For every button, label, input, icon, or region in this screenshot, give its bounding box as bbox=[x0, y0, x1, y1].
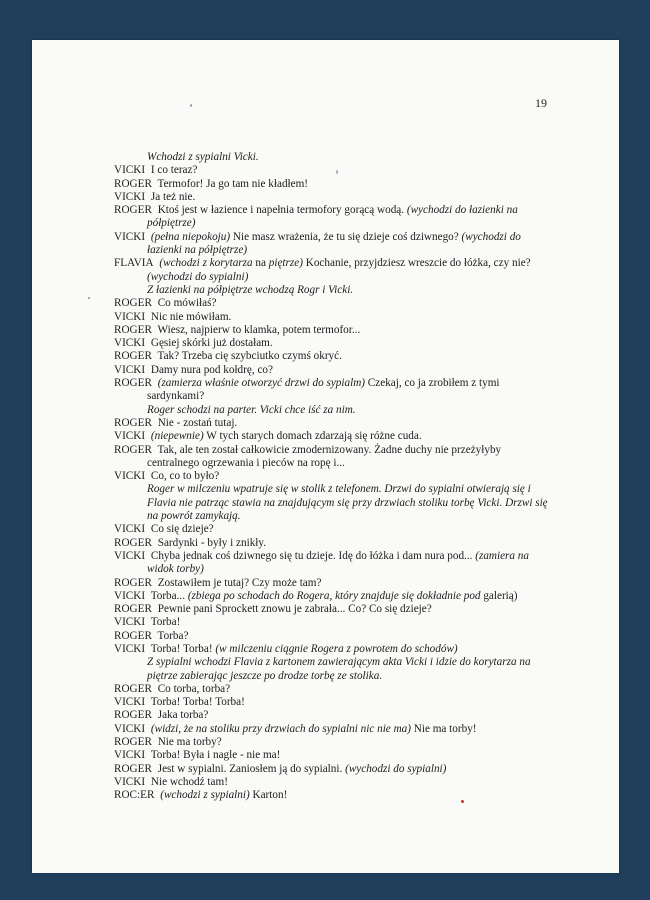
dialogue-text: Torba! Torba! bbox=[150, 642, 213, 655]
speaker-name: VICKI bbox=[114, 164, 146, 177]
dialogue-line bbox=[114, 191, 554, 204]
inline-direction: (zbiega po schodach do Rogera, który znajduje się dokładnie pod bbox=[187, 589, 481, 602]
speaker-name: ROGER bbox=[114, 762, 152, 775]
dialogue-text: Co torba, torba? bbox=[157, 682, 231, 695]
speaker-name: VICKI bbox=[114, 523, 146, 536]
dialogue-line bbox=[114, 324, 554, 337]
dialogue-text: galerią) bbox=[483, 589, 518, 602]
script-text bbox=[114, 151, 554, 803]
inline-direction: piętrze) bbox=[268, 257, 303, 270]
speaker-name: ROGER bbox=[114, 682, 152, 695]
inline-direction: (wchodzi z sypialni) bbox=[160, 789, 250, 802]
dialogue-line bbox=[114, 430, 554, 443]
dialogue-text: Karton! bbox=[252, 789, 288, 802]
dialogue-line bbox=[114, 377, 554, 404]
speaker-name: FLAVIA bbox=[114, 257, 154, 270]
dialogue-text: Damy nura pod kołdrę, co? bbox=[150, 363, 273, 376]
dialogue-line bbox=[114, 630, 554, 643]
speaker-name: VICKI bbox=[114, 696, 146, 709]
stage-direction-text: Roger schodzi na parter. Vicki chce iść za nim. bbox=[147, 403, 356, 416]
dialogue-line bbox=[114, 550, 554, 577]
dialogue-line bbox=[114, 723, 554, 736]
dialogue-line bbox=[114, 231, 554, 258]
dialogue-text: Tak, ale ten został całkowicie zmodernizowany. Żadne duchy nie przeżyłyby centralnego ogrzewania i pieców na ropę i... bbox=[147, 443, 502, 469]
speaker-name: ROC:ER bbox=[114, 789, 155, 802]
dialogue-line bbox=[114, 643, 554, 656]
inline-direction: (widzi, że na stoliku przy drzwiach do sypialni nic nie ma) bbox=[150, 722, 411, 735]
dust-speck bbox=[190, 104, 192, 107]
red-speck bbox=[461, 800, 464, 803]
dialogue-text: Co, co to było? bbox=[150, 470, 220, 483]
inline-direction: (wychodzi do sypialni) bbox=[345, 762, 447, 775]
dialogue-text: Co się dzieje? bbox=[150, 523, 214, 536]
inline-direction: (pełna niepokoju) bbox=[150, 230, 231, 243]
speaker-name: VICKI bbox=[114, 616, 146, 629]
speaker-name: ROGER bbox=[114, 536, 152, 549]
dialogue-line bbox=[114, 736, 554, 749]
dialogue-line bbox=[114, 683, 554, 696]
dialogue-text: I co teraz? bbox=[150, 164, 198, 177]
stage-direction-text: Roger w milczeniu wpatruje się w stolik z telefonem. Drzwi do sypialni otwierają się i Flavia nie patrząc stawia na znajdującym się przy drzwiach stoliku torbę Vicki. Drzwi się na powrót zamykają. bbox=[147, 483, 548, 523]
dialogue-text: Czekaj, co ja zrobiłem z tymi sardynkami? bbox=[147, 377, 500, 403]
dialogue-text: Ktoś jest w łazience i napełnia termofory gorącą wodą. bbox=[157, 204, 405, 217]
dialogue-line bbox=[114, 257, 554, 270]
stage-direction bbox=[114, 483, 554, 523]
inline-direction: (niepewnie) bbox=[150, 430, 204, 443]
dialogue-line bbox=[114, 297, 554, 310]
speaker-name: ROGER bbox=[114, 377, 152, 390]
dialogue-line bbox=[114, 311, 554, 324]
speaker-name: ROGER bbox=[114, 204, 152, 217]
speaker-name: ROGER bbox=[114, 736, 152, 749]
dialogue-line bbox=[114, 364, 554, 377]
dialogue-text: Nie wchodź tam! bbox=[150, 775, 228, 788]
dialogue-line bbox=[114, 590, 554, 603]
dialogue-text: Jaka torba? bbox=[157, 709, 209, 722]
dialogue-text: Nic nie mówiłam. bbox=[150, 310, 232, 323]
stage-direction bbox=[114, 271, 554, 284]
dialogue-text: Ja też nie. bbox=[150, 190, 196, 203]
stage-direction-text: Z sypialni wchodzi Flavia z kartonem zawierającym akta Vicki i idzie do korytarza na piętrze zabierając jeszcze po drodze torbę ze stolika. bbox=[147, 656, 531, 682]
dialogue-line bbox=[114, 350, 554, 363]
speaker-name: VICKI bbox=[114, 337, 146, 350]
dialogue-text: Jest w sypialni. Zaniosłem ją do sypialni. bbox=[157, 762, 343, 775]
speaker-name: ROGER bbox=[114, 416, 152, 429]
speaker-name: ROGER bbox=[114, 709, 152, 722]
dialogue-line bbox=[114, 337, 554, 350]
speaker-name: ROGER bbox=[114, 629, 152, 642]
dialogue-text: Nie - zostań tutaj. bbox=[157, 416, 238, 429]
speaker-name: ROGER bbox=[114, 603, 152, 616]
dialogue-text: Co mówiłaś? bbox=[157, 297, 217, 310]
dialogue-text: Torba! bbox=[150, 616, 181, 629]
dialogue-text: Chyba jednak coś dziwnego się tu dzieje. Idę do łóżka i dam nura pod... bbox=[150, 549, 473, 562]
speaker-name: ROGER bbox=[114, 576, 152, 589]
speaker-name: VICKI bbox=[114, 549, 146, 562]
dialogue-text: Sardynki - były i znikły. bbox=[157, 536, 267, 549]
stage-direction-text: (wychodzi do sypialni) bbox=[147, 270, 249, 283]
dialogue-text: na bbox=[255, 257, 266, 270]
inline-direction: (w milczeniu ciągnie Rogera z powrotem do schodów) bbox=[215, 642, 458, 655]
speaker-name: ROGER bbox=[114, 350, 152, 363]
stage-direction bbox=[114, 284, 554, 297]
speaker-name: ROGER bbox=[114, 297, 152, 310]
stage-direction bbox=[114, 656, 554, 683]
dust-speck bbox=[336, 170, 338, 174]
dialogue-line bbox=[114, 470, 554, 483]
inline-direction: (wychodzi do łazienki na półpiętrze) bbox=[147, 230, 521, 257]
dialogue-text: Nie masz wrażenia, że tu się dzieje coś dziwnego? bbox=[232, 230, 459, 243]
dialogue-line bbox=[114, 789, 554, 802]
dialogue-line bbox=[114, 776, 554, 789]
dialogue-text: Nie ma torby! bbox=[413, 722, 477, 735]
speaker-name: VICKI bbox=[114, 589, 146, 602]
dialogue-text: Torba... bbox=[150, 589, 186, 602]
inline-direction: (zamierza właśnie otworzyć drzwi do sypialm) bbox=[157, 377, 365, 390]
dialogue-line bbox=[114, 204, 554, 231]
dialogue-text: Nie ma torby? bbox=[157, 736, 222, 749]
speaker-name: VICKI bbox=[114, 470, 146, 483]
speaker-name: VICKI bbox=[114, 430, 146, 443]
inline-direction: (zamiera na widok torby) bbox=[147, 549, 529, 576]
stage-direction bbox=[114, 404, 554, 417]
dialogue-line bbox=[114, 763, 554, 776]
dialogue-line bbox=[114, 616, 554, 629]
dialogue-text: Wiesz, najpierw to klamka, potem termofor... bbox=[157, 323, 361, 336]
dialogue-line bbox=[114, 696, 554, 709]
dialogue-text: Torba! Torba! Torba! bbox=[150, 696, 245, 709]
dialogue-text: Torba! Była i nagle - nie ma! bbox=[150, 749, 281, 762]
inline-direction: (wychodzi do łazienki na półpiętrze) bbox=[147, 204, 518, 230]
speaker-name: VICKI bbox=[114, 230, 146, 243]
dialogue-text: Gęsiej skórki już dostałam. bbox=[150, 337, 273, 350]
speaker-name: VICKI bbox=[114, 310, 146, 323]
speaker-name: ROGER bbox=[114, 443, 152, 456]
dialogue-line bbox=[114, 537, 554, 550]
stage-direction-text: Wchodzi z sypialni Vicki. bbox=[147, 151, 259, 163]
dialogue-text: W tych starych domach zdarzają się różne cuda. bbox=[206, 430, 422, 443]
dialogue-line bbox=[114, 603, 554, 616]
speaker-name: VICKI bbox=[114, 190, 146, 203]
dialogue-line bbox=[114, 577, 554, 590]
dust-speck bbox=[88, 297, 90, 299]
speaker-name: ROGER bbox=[114, 323, 152, 336]
speaker-name: VICKI bbox=[114, 749, 146, 762]
dialogue-line bbox=[114, 417, 554, 430]
dialogue-text: Pewnie pani Sprockett znowu je zabrała... Co? Co się dzieje? bbox=[157, 603, 432, 616]
speaker-name: VICKI bbox=[114, 642, 146, 655]
dialogue-text: Zostawiłem je tutaj? Czy może tam? bbox=[157, 576, 322, 589]
dialogue-text: Torba? bbox=[157, 629, 189, 642]
speaker-name: VICKI bbox=[114, 363, 146, 376]
speaker-name: VICKI bbox=[114, 722, 146, 735]
dialogue-line bbox=[114, 749, 554, 762]
stage-direction bbox=[114, 151, 554, 164]
dialogue-line bbox=[114, 164, 554, 177]
dialogue-line bbox=[114, 178, 554, 191]
inline-direction: (wchodzi z korytarza bbox=[159, 257, 253, 270]
dialogue-text: Kochanie, przyjdziesz wreszcie do łóżka, czy nie? bbox=[305, 257, 531, 270]
dialogue-line bbox=[114, 444, 554, 471]
page-number: 19 bbox=[535, 96, 547, 110]
dialogue-line bbox=[114, 709, 554, 722]
speaker-name: VICKI bbox=[114, 775, 146, 788]
dialogue-line bbox=[114, 523, 554, 536]
speaker-name: ROGER bbox=[114, 177, 152, 190]
dialogue-text: Termofor! Ja go tam nie kładłem! bbox=[157, 177, 309, 190]
dialogue-text: Tak? Trzeba cię szybciutko czymś okryć. bbox=[157, 350, 342, 363]
stage-direction-text: Z łazienki na półpiętrze wchodzą Rogr i Vicki. bbox=[147, 283, 354, 296]
